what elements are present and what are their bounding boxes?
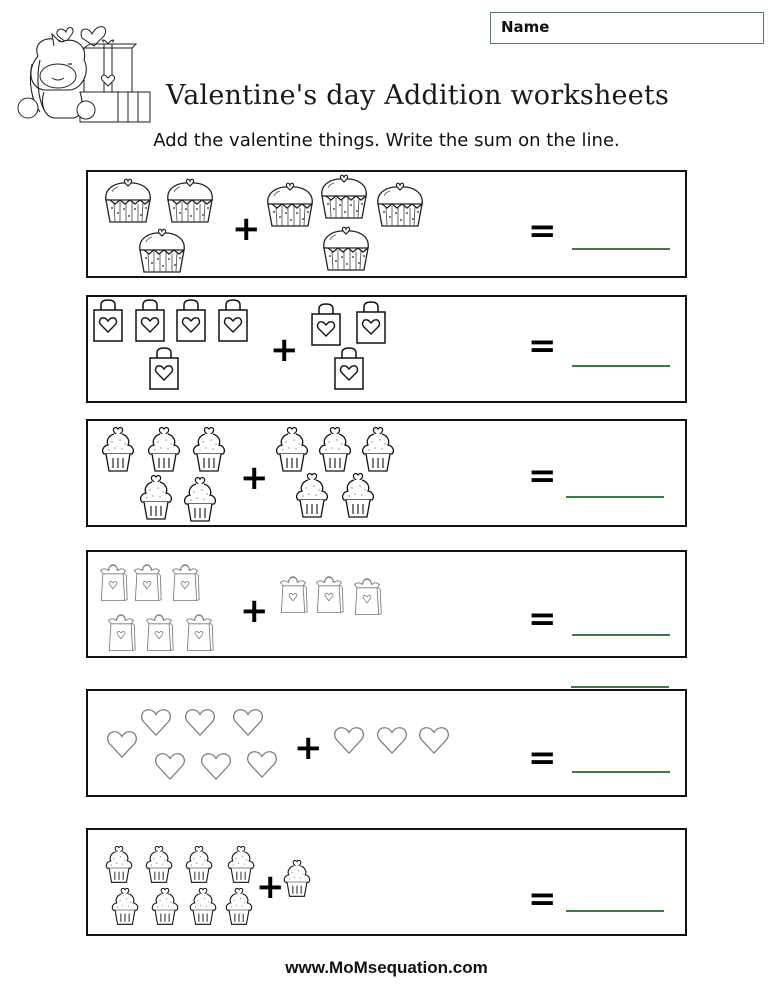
muffin-icon [374,182,426,230]
gift-bag-icon [278,574,308,616]
stray-answer-line [571,686,669,688]
heart-icon [106,729,138,759]
cupcake-icon [317,427,353,473]
heart-icon [418,725,450,755]
muffin-icon [264,182,316,230]
cupcake-icon [360,427,396,473]
heart-icon [246,749,278,779]
shopping-bag-icon [175,299,207,343]
shopping-bag-icon [148,347,180,391]
plus-sign: + [294,728,323,768]
gift-bag-icon [132,562,162,604]
cupcake-icon [294,473,330,519]
cupcake-icon [224,888,254,926]
problem-5 [86,689,687,797]
problem-2 [86,295,687,403]
gift-bag-icon [144,612,174,654]
website-footer: www.MoMsequation.com [285,958,488,977]
heart-icon [184,707,216,737]
equals-sign: = [528,879,557,919]
heart-icon [333,725,365,755]
shopping-bag-icon [217,299,249,343]
cupcake-icon [110,888,140,926]
gift-bag-icon [184,612,214,654]
cupcake-icon [226,846,256,884]
name-label: Name [501,18,550,36]
cupcake-icon [146,427,182,473]
muffin-icon [102,178,154,226]
unicorn-icon [14,12,154,124]
equals-sign: = [528,211,557,251]
cupcake-icon [182,477,218,523]
shopping-bag-icon [92,299,124,343]
plus-sign: + [256,867,285,907]
heart-icon [154,751,186,781]
name-field[interactable] [490,12,764,44]
shopping-bag-icon [355,301,387,345]
equals-sign: = [528,738,557,778]
muffin-icon [136,228,188,276]
cupcake-icon [188,888,218,926]
heart-icon [376,725,408,755]
gift-bag-icon [352,576,382,618]
plus-sign: + [232,209,261,249]
muffin-icon [318,174,370,222]
answer-line[interactable] [572,634,670,636]
cupcake-icon [274,427,310,473]
cupcake-icon [282,860,312,898]
answer-line[interactable] [566,496,664,498]
heart-icon [200,751,232,781]
gift-bag-icon [170,562,200,604]
cupcake-icon [144,846,174,884]
cupcake-icon [104,846,134,884]
gift-bag-icon [106,612,136,654]
problem-4 [86,550,687,658]
cupcake-icon [150,888,180,926]
shopping-bag-icon [134,299,166,343]
plus-sign: + [240,591,269,631]
muffin-icon [320,226,372,274]
cupcake-icon [100,427,136,473]
equals-sign: = [528,456,557,496]
shopping-bag-icon [333,347,365,391]
answer-line[interactable] [572,771,670,773]
muffin-icon [164,178,216,226]
plus-sign: + [270,330,299,370]
cupcake-icon [184,846,214,884]
cupcake-icon [340,473,376,519]
equals-sign: = [528,599,557,639]
heart-icon [140,707,172,737]
problem-6 [86,828,687,936]
heart-icon [232,707,264,737]
instructions-text: Add the valentine things. Write the sum on the line. [153,130,620,151]
gift-bag-icon [98,562,128,604]
answer-line[interactable] [566,910,664,912]
gift-bag-icon [314,574,344,616]
answer-line[interactable] [572,365,670,367]
shopping-bag-icon [310,303,342,347]
problem-1 [86,170,687,278]
cupcake-icon [138,475,174,521]
unicorn-gifts-illustration [14,12,154,124]
plus-sign: + [240,458,269,498]
cupcake-icon [191,427,227,473]
answer-line[interactable] [572,248,670,250]
problem-3 [86,419,687,527]
equals-sign: = [528,326,557,366]
page-title: Valentine's day Addition worksheets [166,80,670,111]
